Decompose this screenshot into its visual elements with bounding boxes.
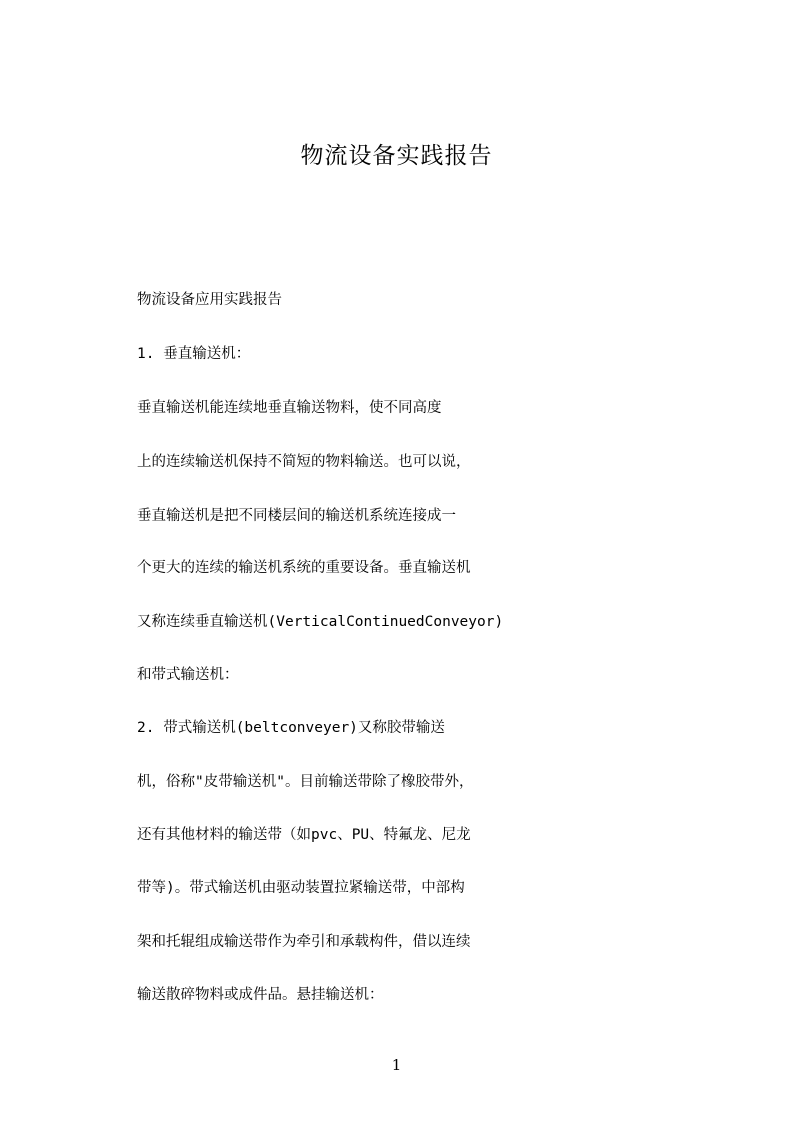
page-title: 物流设备实践报告 [300, 143, 493, 169]
text-line: 个更大的连续的输送机系统的重要设备。垂直输送机 [137, 560, 471, 576]
text-line: 又称连续垂直输送机(VerticalContinuedConveyor) [137, 614, 504, 630]
text-line: 垂直输送机是把不同楼层间的输送机系统连接成一 [137, 508, 456, 524]
text-line: 带等)。带式输送机由驱动装置拉紧输送带，中部构 [137, 880, 465, 896]
text-line: 还有其他材料的输送带（如pvc、PU、特氟龙、尼龙 [137, 827, 471, 843]
text-line: 垂直输送机能连续地垂直输送物料，使不同高度 [137, 400, 442, 416]
page-number: 1 [391, 1056, 402, 1074]
text-line: 1. 垂直输送机： [137, 346, 251, 362]
text-line: 和带式输送机： [137, 667, 239, 683]
text-line: 上的连续输送机保持不简短的物料输送。也可以说， [137, 454, 471, 470]
text-line: 机，俗称"皮带输送机"。目前输送带除了橡胶带外， [137, 774, 474, 790]
text-line: 架和托辊组成输送带作为牵引和承载构件，借以连续 [137, 934, 471, 950]
text-line: 物流设备应用实践报告 [137, 292, 282, 308]
text-line: 2. 带式输送机(beltconveyer)又称胶带输送 [137, 720, 445, 736]
text-line: 输送散碎物料或成件品。悬挂输送机： [137, 987, 384, 1003]
